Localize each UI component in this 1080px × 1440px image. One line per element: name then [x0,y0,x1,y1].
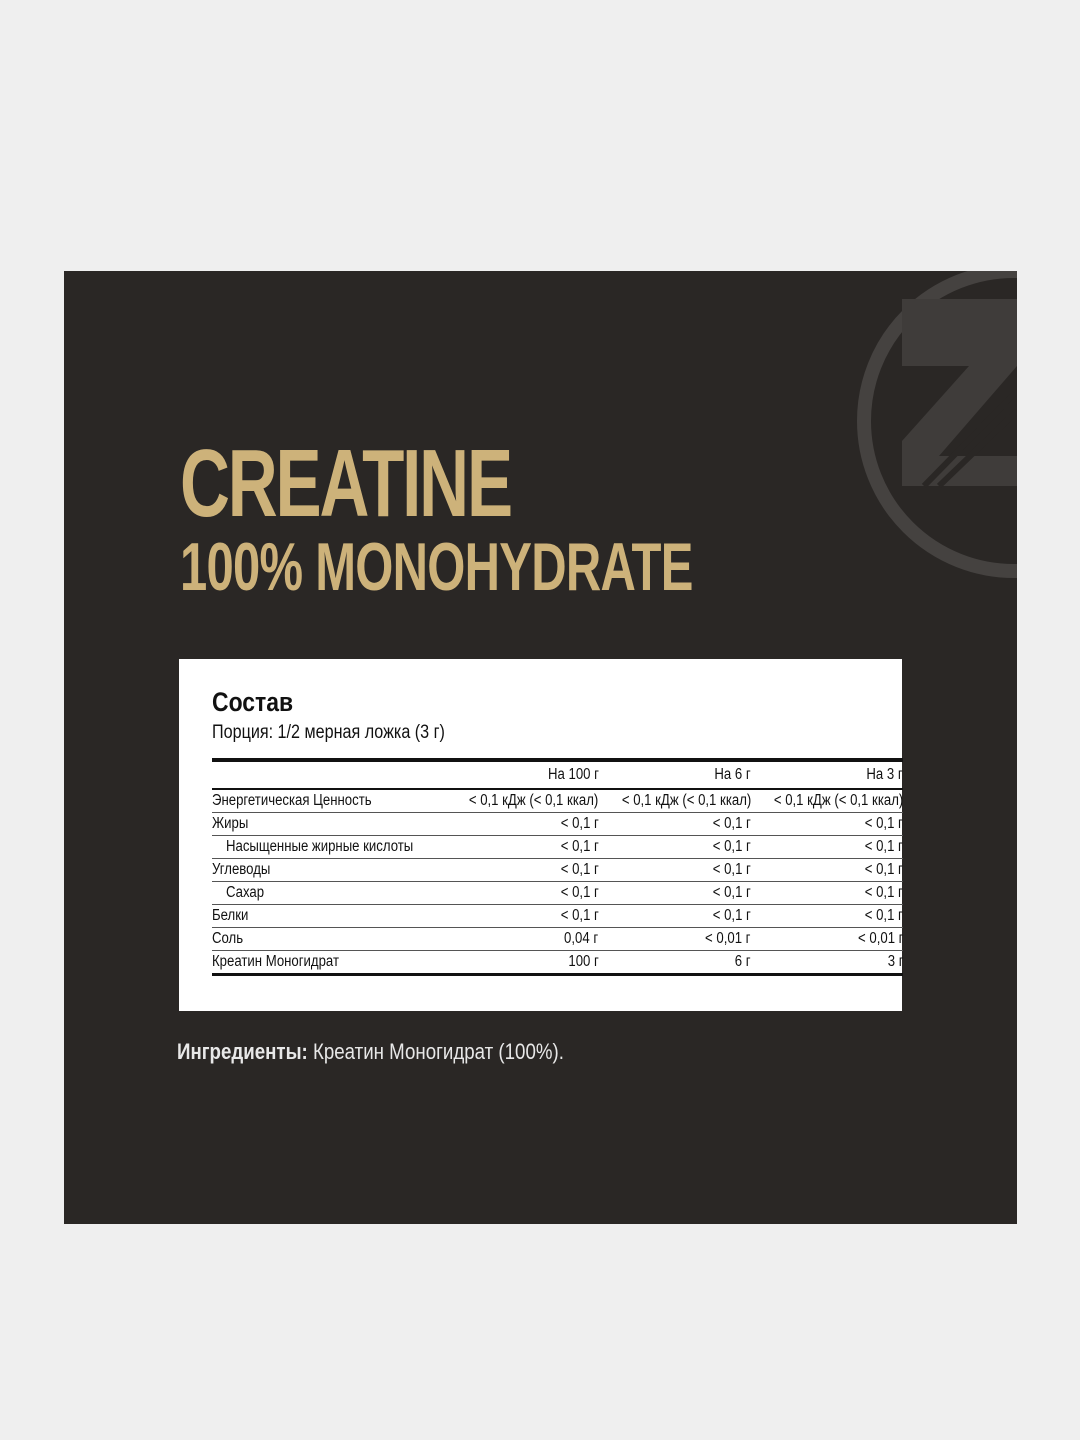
row-value: < 0,1 г [599,836,751,859]
row-value: < 0,1 г [446,813,598,836]
table-row [212,905,903,928]
row-name: Соль [212,928,446,951]
row-value: < 0,1 г [446,859,598,882]
ingredients-label: Ингредиенты: [177,1039,308,1064]
table-row [212,882,903,905]
table-row [212,928,903,951]
composition-card [179,659,902,1011]
row-name: Креатин Моногидрат [212,951,446,975]
table-row [212,813,903,836]
product-panel [64,271,1017,1224]
row-value: < 0,1 г [751,905,903,928]
row-value: < 0,1 г [751,859,903,882]
row-name: Углеводы [212,859,446,882]
row-value: < 0,1 г [599,813,751,836]
row-value: < 0,01 г [751,928,903,951]
row-value: < 0,1 г [751,836,903,859]
table-row [212,836,903,859]
header-empty [212,760,446,789]
row-value: < 0,1 г [599,859,751,882]
row-value: < 0,01 г [599,928,751,951]
row-name: Насыщенные жирные кислоты [212,836,446,859]
product-title: CREATINE [180,430,511,537]
table-header-row [212,760,903,789]
table-row [212,951,903,975]
table-row [212,859,903,882]
row-value: < 0,1 г [599,905,751,928]
row-value: < 0,1 кДж (< 0,1 ккал) [751,789,903,813]
nutrition-table [212,758,903,976]
row-value: 100 г [446,951,598,975]
row-name: Белки [212,905,446,928]
row-value: < 0,1 кДж (< 0,1 ккал) [599,789,751,813]
ingredients-line [177,1039,564,1065]
row-value: < 0,1 г [446,882,598,905]
row-value: 0,04 г [446,928,598,951]
column-header: На 6 г [599,760,751,789]
row-value: < 0,1 г [751,882,903,905]
row-name: Сахар [212,882,446,905]
column-header: На 3 г [751,760,903,789]
table-row [212,789,903,813]
row-value: < 0,1 г [446,905,598,928]
portion-text: Порция: 1/2 мерная ложка (3 г) [212,722,445,743]
product-title-block [180,430,892,605]
column-header: На 100 г [446,760,598,789]
row-name: Энергетическая Ценность [212,789,446,813]
composition-heading: Состав [212,687,294,717]
row-value: 3 г [751,951,903,975]
product-subtitle: 100% MONOHYDRATE [180,529,693,605]
row-name: Жиры [212,813,446,836]
row-value: < 0,1 г [446,836,598,859]
row-value: < 0,1 г [599,882,751,905]
row-value: < 0,1 кДж (< 0,1 ккал) [446,789,598,813]
ingredients-text: Креатин Моногидрат (100%). [307,1039,564,1064]
row-value: 6 г [599,951,751,975]
row-value: < 0,1 г [751,813,903,836]
